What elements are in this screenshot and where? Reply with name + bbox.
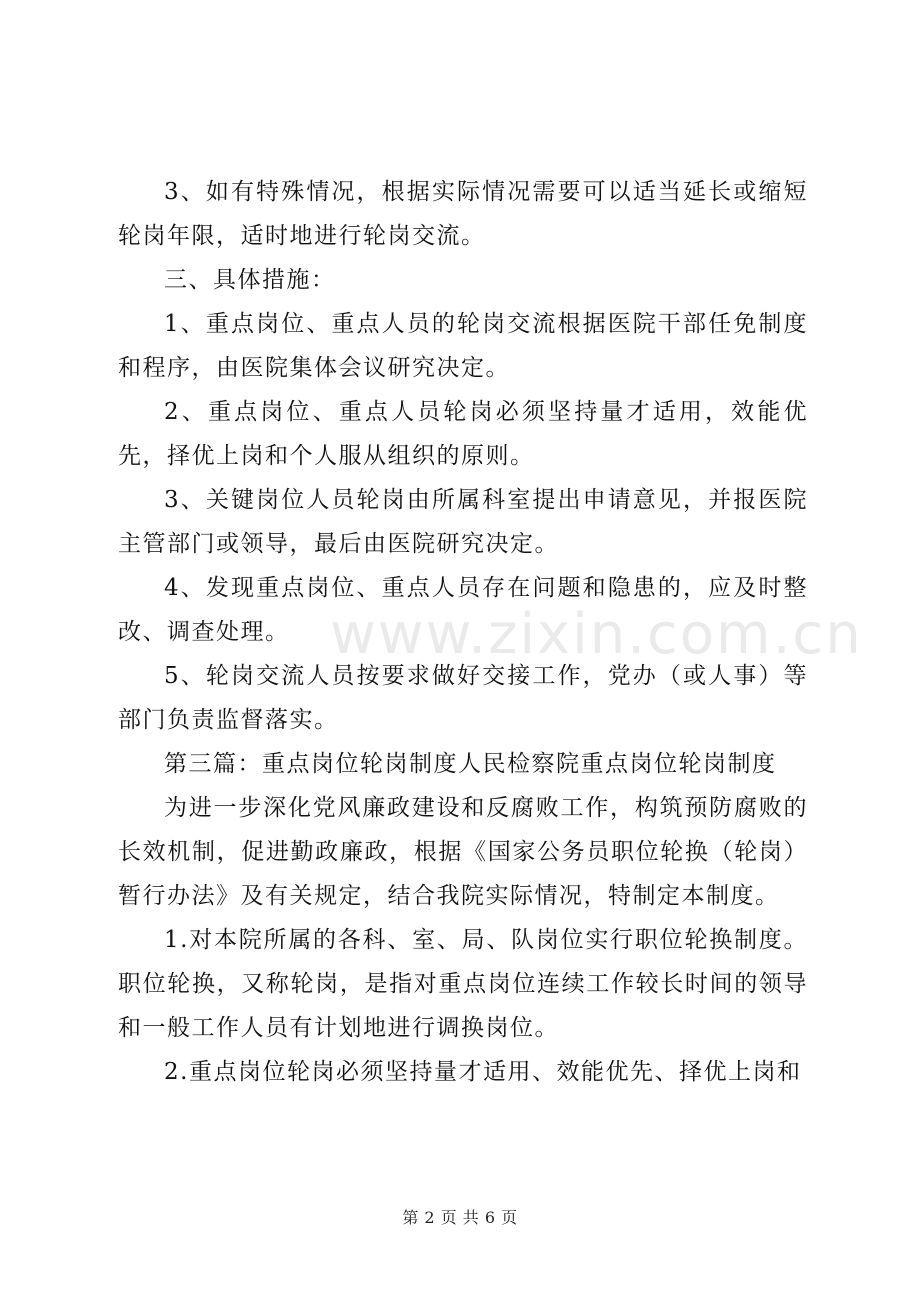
paragraph-measure-3: 3、关键岗位人员轮岗由所属科室提出申请意见，并报医院主管部门或领导，最后由医院研究决定。 — [118, 487, 808, 557]
page-number-footer: 第 2 页 共 6 页 — [402, 1208, 518, 1227]
paragraph-measure-1: 1、重点岗位、重点人员的轮岗交流根据医院干部任免制度和程序，由医院集体会议研究决定。 — [118, 311, 808, 381]
paragraph-measure-5: 5、轮岗交流人员按要求做好交接工作，党办（或人事）等部门负责监督落实。 — [118, 663, 808, 733]
paragraph-rotation-extension: 3、如有特殊情况，根据实际情况需要可以适当延长或缩短轮岗年限，适时地进行轮岗交流。 — [118, 179, 808, 249]
watermark-text: www.zixin.com.cn — [330, 602, 863, 667]
paragraph-measure-2: 2、重点岗位、重点人员轮岗必须坚持量才适用，效能优先，择优上岗和个人服从组织的原则。 — [118, 399, 808, 469]
paragraph-rule-1: 1.对本院所属的各科、室、局、队岗位实行职位轮换制度。职位轮换，又称轮岗，是指对重点岗位连续工作较长时间的领导和一般工作人员有计划地进行调换岗位。 — [118, 927, 808, 1041]
section-title-part-3: 第三篇：重点岗位轮岗制度人民检察院重点岗位轮岗制度 — [164, 751, 777, 777]
paragraph-intro: 为进一步深化党风廉政建设和反腐败工作，构筑预防腐败的长效机制，促进勤政廉政，根据《国家公务员职位轮换（轮岗）暂行办法》及有关规定，结合我院实际情况，特制定本制度。 — [118, 795, 808, 909]
document-body — [118, 170, 808, 1094]
paragraph-rule-2: 2.重点岗位轮岗必须坚持量才适用、效能优先、择优上岗和 — [164, 1059, 802, 1085]
heading-specific-measures: 三、具体措施： — [164, 267, 336, 293]
paragraph-measure-4: 4、发现重点岗位、重点人员存在问题和隐患的，应及时整改、调查处理。 — [118, 575, 808, 645]
